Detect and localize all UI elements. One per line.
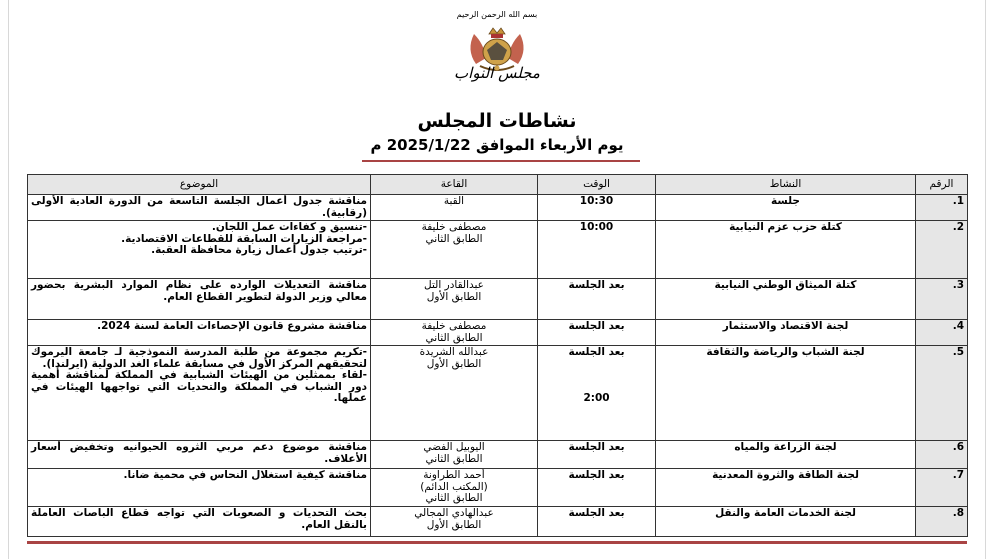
cell-hall	[371, 195, 538, 221]
header-hall: القاعة	[371, 175, 538, 195]
cell-number: 7.	[916, 469, 968, 507]
header-activity: النشاط	[656, 175, 916, 195]
cell-number: 1.	[916, 195, 968, 221]
cell-time	[538, 221, 656, 279]
time-value: بعد الجلسة	[568, 346, 625, 358]
time-spacer	[541, 359, 652, 393]
topic-line: مناقشة موضوع دعم مربي الثروه الحيوانيه وتخفيض أسعار الأعلاف.	[31, 441, 367, 465]
hall-line: مصطفى خليفة	[421, 221, 487, 233]
cell-hall	[371, 469, 538, 507]
table-row	[28, 507, 968, 537]
page-edge-left	[8, 0, 9, 559]
cell-topic	[28, 279, 371, 320]
topic-line: مناقشة كيفية استغلال النحاس في محمية ضانا.	[123, 469, 367, 481]
topic-line: -ترتيب جدول أعمال زيارة محافظة العقبة.	[151, 244, 367, 256]
table-row	[28, 346, 968, 441]
cell-number: 8.	[916, 507, 968, 537]
cell-activity: لجنة الطاقة والثروة المعدنية	[656, 469, 916, 507]
cell-time	[538, 507, 656, 537]
cell-number: 4.	[916, 320, 968, 346]
table-row	[28, 441, 968, 469]
header-number: الرقم	[916, 175, 968, 195]
topic-line: بحث التحديات و الصعوبات التي تواجه قطاع الباصات العاملة بالنقل العام.	[31, 507, 367, 531]
time-value-secondary: 2:00	[583, 391, 610, 404]
cell-number: 5.	[916, 346, 968, 441]
basmala: بسم الله الرحمن الرحيم	[456, 10, 538, 19]
hall-line: القبة	[443, 195, 465, 207]
activities-table	[27, 174, 968, 537]
table-row	[28, 320, 968, 346]
hall-line: اليوبيل الفضي	[423, 441, 485, 453]
cell-time	[538, 441, 656, 469]
cell-hall	[371, 320, 538, 346]
topic-line: مناقشة التعديلات الوارده على نظام الموارد البشرية بحضور معالي وزير الدولة لتطوير القطاع العام.	[31, 279, 367, 303]
cell-topic	[28, 346, 371, 441]
hall-line: الطابق الثاني	[425, 331, 483, 344]
table-row	[28, 221, 968, 279]
cell-hall	[371, 507, 538, 537]
topic-line: مناقشة جدول أعمال الجلسة التاسعة من الدورة العادية الأولى (رقابية).	[31, 195, 367, 219]
cell-time	[538, 279, 656, 320]
time-value: بعد الجلسة	[568, 320, 625, 332]
logo-text: مجلس النواب	[454, 64, 540, 82]
cell-topic	[28, 441, 371, 469]
cell-activity: لجنة الاقتصاد والاستثمار	[656, 320, 916, 346]
topic-line: -لقاء بممثلين من الهيئات الشبابية في المملكة لمناقشة أهمية دور الشباب في المملكة والتحديات التي تواجهها الهيئات في عملها.	[31, 369, 367, 404]
hall-line: الطابق الأول	[426, 290, 482, 303]
topic-line: -تنسيق و كفاءات عمل اللجان.	[211, 221, 367, 233]
hall-line: الطابق الثاني	[425, 492, 483, 504]
cell-time	[538, 195, 656, 221]
hall-line: الطابق الثاني	[425, 232, 483, 245]
hall-line: (المكتب الدائم)	[420, 480, 488, 493]
time-value: بعد الجلسة	[568, 279, 625, 291]
cell-topic	[28, 221, 371, 279]
hall-line: الطابق الأول	[426, 518, 482, 531]
cell-number: 2.	[916, 221, 968, 279]
cell-activity: لجنة الزراعة والمياه	[656, 441, 916, 469]
time-value: بعد الجلسة	[568, 441, 625, 453]
cell-hall	[371, 279, 538, 320]
bottom-rule	[27, 541, 967, 544]
cell-time	[538, 346, 656, 441]
hall-line: عبدالله الشريدة	[419, 346, 489, 358]
header-topic: الموضوع	[28, 175, 371, 195]
cell-hall	[371, 221, 538, 279]
table-row	[28, 195, 968, 221]
hall-line: عبدالهادي المجالي	[414, 507, 494, 519]
time-value: بعد الجلسة	[568, 469, 625, 481]
cell-number: 6.	[916, 441, 968, 469]
cell-hall	[371, 346, 538, 441]
table-header-row	[28, 175, 968, 195]
table-row	[28, 279, 968, 320]
cell-number: 3.	[916, 279, 968, 320]
cell-topic	[28, 195, 371, 221]
topic-line: -تكريم مجموعة من طلبة المدرسة النموذجية لـ جامعة اليرموك لتحقيقهم المركز الأول في مسابقة علماء الغد الدولية (ايرلندا).	[31, 346, 367, 370]
cell-time	[538, 320, 656, 346]
hall-line: أحمد الطراونة	[423, 469, 485, 481]
cell-hall	[371, 441, 538, 469]
cell-topic	[28, 469, 371, 507]
hall-line: الطابق الأول	[426, 357, 482, 370]
cell-activity: كتلة الميثاق الوطني النيابية	[656, 279, 916, 320]
hall-line: عبدالقادر التل	[424, 279, 484, 291]
cell-activity: لجنة الشباب والرياضة والثقافة	[656, 346, 916, 441]
hall-line: مصطفى خليفة	[421, 320, 487, 332]
page-title: نشاطات المجلس	[417, 110, 577, 132]
table-row	[28, 469, 968, 507]
page-edge-right	[985, 0, 986, 559]
title-underline	[362, 160, 640, 162]
cell-activity: جلسة	[656, 195, 916, 221]
cell-activity: كتلة حزب عزم النيابية	[656, 221, 916, 279]
header-time: الوقت	[538, 175, 656, 195]
cell-topic	[28, 507, 371, 537]
time-value: 10:30	[579, 195, 614, 207]
topic-line: -مراجعة الزيارات السابقة للقطاعات الاقتصادية.	[121, 232, 367, 245]
cell-activity: لجنة الخدمات العامة والنقل	[656, 507, 916, 537]
cell-time	[538, 469, 656, 507]
page-subtitle: يوم الأربعاء الموافق 2025/1/22 م	[370, 136, 624, 154]
time-value: بعد الجلسة	[568, 507, 625, 519]
time-value: 10:00	[579, 221, 614, 233]
cell-topic	[28, 320, 371, 346]
hall-line: الطابق الثاني	[425, 452, 483, 465]
topic-line: مناقشة مشروع قانون الإحصاءات العامة لسنة 2024.	[97, 320, 367, 332]
